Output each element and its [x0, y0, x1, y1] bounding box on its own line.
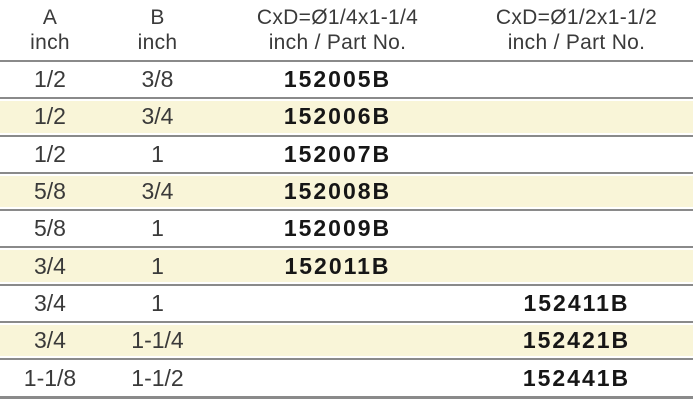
cell-part-quarter: 152008B	[283, 178, 392, 205]
table-header-row	[0, 0, 693, 62]
cell-a: 1/2	[34, 66, 66, 93]
table-row	[0, 360, 693, 398]
cell-a: 1/2	[34, 140, 66, 167]
cell-part-quarter: 152011B	[284, 252, 391, 279]
cell-part-quarter: 152005B	[283, 66, 392, 93]
cell-a: 1/2	[34, 103, 66, 130]
cell-a: 3/4	[34, 327, 66, 354]
column-header-cxd-quarter-line1: CxD=Ø1/4x1-1/4	[256, 6, 419, 29]
table-row	[0, 137, 693, 174]
table-row	[0, 99, 693, 136]
table-row	[0, 211, 693, 248]
column-header-a	[0, 5, 100, 55]
cell-b: 3/8	[141, 66, 174, 93]
table-row	[0, 62, 693, 99]
column-header-b-line2: inch	[137, 31, 178, 54]
cell-b: 1-1/2	[131, 364, 184, 391]
column-header-b	[100, 5, 215, 55]
cell-b: 1	[151, 215, 164, 242]
cell-a: 3/4	[34, 289, 66, 316]
column-header-cxd-quarter-line2: inch / Part No.	[268, 31, 407, 54]
cell-part-half: 152421B	[522, 327, 631, 354]
cell-part-quarter: 152006B	[283, 103, 392, 130]
cell-b: 1	[151, 289, 164, 316]
column-header-cxd-half-line1: CxD=Ø1/2x1-1/2	[495, 6, 658, 29]
table-row	[0, 248, 693, 285]
cell-a: 5/8	[34, 178, 66, 205]
cell-b: 3/4	[141, 178, 174, 205]
cell-b: 3/4	[141, 103, 174, 130]
cell-a: 1-1/8	[23, 364, 77, 391]
cell-b: 1	[151, 140, 164, 167]
column-header-cxd-half-line2: inch / Part No.	[507, 31, 646, 54]
cell-b: 1	[151, 252, 164, 279]
cell-a: 5/8	[34, 215, 66, 242]
cell-b: 1-1/4	[131, 327, 184, 354]
cell-a: 3/4	[34, 252, 66, 279]
cell-part-half: 152441B	[522, 364, 631, 391]
cell-part-half: 152411B	[523, 289, 630, 316]
column-header-cxd-half	[460, 5, 693, 55]
table-row	[0, 174, 693, 211]
column-header-b-line1: B	[150, 6, 165, 29]
table-row	[0, 323, 693, 360]
table-row	[0, 286, 693, 323]
column-header-a-line2: inch	[30, 31, 70, 54]
column-header-cxd-quarter	[215, 5, 460, 55]
cell-part-quarter: 152007B	[283, 140, 392, 167]
cell-part-quarter: 152009B	[283, 215, 392, 242]
column-header-a-line1: A	[42, 6, 58, 29]
